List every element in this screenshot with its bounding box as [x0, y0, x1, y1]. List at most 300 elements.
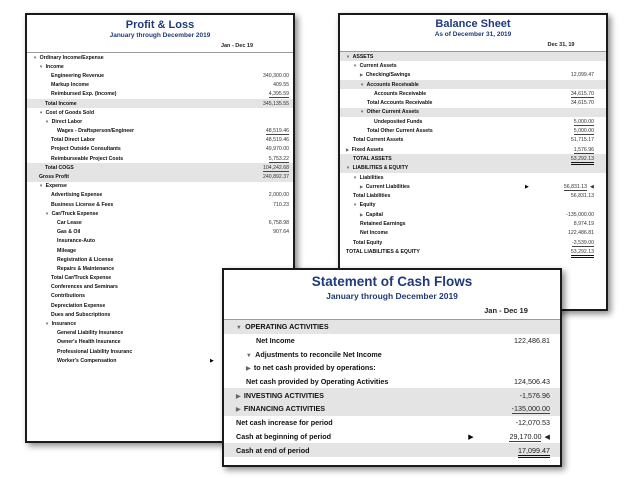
- collapse-triangle-icon[interactable]: ▼: [45, 210, 50, 216]
- row-value-text: -1,576.96: [519, 390, 550, 400]
- report-row[interactable]: [340, 219, 606, 228]
- row-value-text: 5,000.00: [573, 128, 594, 135]
- collapse-triangle-icon[interactable]: ▼: [246, 352, 252, 359]
- row-label: [27, 55, 203, 61]
- report-row[interactable]: [340, 247, 606, 256]
- row-label: [27, 229, 203, 235]
- report-row[interactable]: [340, 126, 606, 135]
- report-row[interactable]: [340, 182, 606, 191]
- row-value-text: 122,486.81: [568, 230, 594, 237]
- row-value-text: -135,000.00: [511, 404, 550, 414]
- collapse-triangle-icon[interactable]: ▼: [360, 109, 365, 115]
- row-label-text: Total COGS: [45, 164, 74, 171]
- collapse-triangle-icon[interactable]: ▼: [346, 53, 351, 59]
- row-label: [27, 330, 203, 336]
- row-label: [27, 349, 203, 355]
- row-label: [340, 202, 518, 208]
- row-value-text: 53,292.13: [571, 156, 594, 165]
- row-value-text: -12,070.53: [515, 418, 550, 428]
- report-row[interactable]: [27, 81, 293, 90]
- row-value-text: 345,135.55: [263, 100, 289, 107]
- report-row[interactable]: [27, 237, 293, 246]
- row-label-text: Equity: [359, 202, 376, 209]
- row-value[interactable]: [221, 91, 293, 97]
- row-value-text: 34,615.70: [570, 90, 594, 97]
- report-row[interactable]: [340, 229, 606, 238]
- collapse-triangle-icon[interactable]: ▼: [33, 54, 38, 60]
- row-label: [27, 321, 203, 327]
- row-label-text: Cost of Goods Sold: [45, 109, 95, 116]
- column-header[interactable]: [224, 306, 560, 320]
- collapse-triangle-icon[interactable]: ▼: [360, 81, 365, 87]
- row-value[interactable]: [221, 128, 293, 134]
- row-value[interactable]: [221, 220, 293, 226]
- report-row[interactable]: [224, 347, 560, 361]
- row-label: [340, 82, 518, 88]
- report-row[interactable]: [27, 163, 293, 172]
- row-label: [27, 73, 203, 79]
- row-label-text: Depreciation Expense: [51, 302, 106, 309]
- row-value-text: 104,242.68: [263, 164, 289, 171]
- row-value-text: 29,170.00: [509, 431, 542, 441]
- row-label-text: Gross Profit: [39, 174, 69, 181]
- row-value-text: 48,519.46: [265, 128, 289, 135]
- collapse-triangle-icon[interactable]: ▼: [45, 321, 50, 327]
- row-label: [27, 101, 203, 107]
- collapse-triangle-icon[interactable]: ▼: [236, 325, 242, 332]
- row-value[interactable]: [221, 101, 293, 107]
- row-value[interactable]: [536, 249, 606, 255]
- row-value[interactable]: [221, 192, 293, 198]
- report-row[interactable]: [340, 173, 606, 182]
- row-label: [340, 240, 518, 246]
- row-label: [340, 193, 518, 199]
- row-label-text: Undeposited Funds: [374, 118, 423, 125]
- report-row[interactable]: [224, 388, 560, 402]
- row-label-text: OPERATING ACTIVITIES: [245, 322, 329, 332]
- row-label: [340, 221, 518, 227]
- report-row[interactable]: [340, 108, 606, 117]
- row-value-text: 12,099.47: [570, 72, 594, 79]
- row-label: [27, 303, 203, 309]
- row-label-text: Mileage: [57, 247, 77, 254]
- row-label-text: Current Liabilities: [365, 183, 410, 190]
- row-value-text: 8,974.19: [573, 220, 594, 227]
- column-header-label: Jan - Dec 19: [484, 306, 528, 315]
- row-label: [340, 212, 518, 218]
- row-label: [27, 174, 203, 180]
- row-label: [27, 128, 203, 134]
- row-value-text: 240,892.37: [263, 174, 289, 181]
- row-value-text: 17,099.47: [518, 446, 550, 458]
- row-value[interactable]: [221, 174, 293, 180]
- row-label: [27, 275, 203, 281]
- row-value-text: 48,519.46: [265, 137, 289, 144]
- report-row[interactable]: [340, 145, 606, 154]
- report-row[interactable]: [27, 154, 293, 163]
- row-label: [340, 91, 518, 97]
- report-row[interactable]: [340, 61, 606, 70]
- report-row[interactable]: [27, 191, 293, 200]
- row-label: [27, 266, 203, 272]
- row-label-text: Professional Liability Insuranc: [57, 348, 133, 355]
- report-row[interactable]: [27, 108, 293, 117]
- row-label: [340, 230, 518, 236]
- row-value[interactable]: [221, 165, 293, 171]
- row-value-text: -3,539.00: [572, 239, 594, 246]
- report-row[interactable]: [27, 117, 293, 126]
- report-rows: [340, 52, 606, 257]
- row-value[interactable]: [221, 202, 293, 208]
- row-label-text: Ordinary Income/Expense: [39, 54, 104, 61]
- row-label-text: Registration & License: [57, 256, 114, 263]
- report-row[interactable]: [27, 209, 293, 218]
- row-label-text: Net cash increase for period: [236, 418, 333, 428]
- row-value[interactable]: [536, 221, 606, 227]
- row-value-text: 5,753.22: [268, 155, 289, 162]
- row-label: [340, 54, 518, 60]
- row-label-text: Net Income: [256, 336, 295, 346]
- row-label-text: Owner's Health Insurance: [57, 339, 121, 346]
- row-label-text: Total Current Assets: [353, 137, 404, 144]
- row-value[interactable]: [221, 137, 293, 143]
- column-header-label: Dec 31, 19: [547, 42, 575, 48]
- row-label: [224, 350, 462, 359]
- row-value-text: 53,292.13: [571, 249, 594, 258]
- row-label: [340, 128, 518, 134]
- collapse-triangle-icon[interactable]: ▼: [353, 174, 358, 180]
- row-value[interactable]: [536, 91, 606, 97]
- row-value-text: 409.55: [273, 82, 289, 89]
- row-label: [340, 109, 518, 115]
- right-arrow-icon: ▶: [210, 357, 214, 364]
- row-label: [27, 358, 203, 364]
- row-label: [224, 418, 462, 427]
- row-label-text: Insurance-Auto: [57, 238, 96, 245]
- expand-triangle-icon[interactable]: ▶: [360, 211, 364, 217]
- row-value-text: 710.23: [273, 201, 289, 208]
- row-label-text: Wages - Draftsperson/Engineer: [57, 128, 135, 135]
- row-value[interactable]: [480, 391, 560, 400]
- row-value[interactable]: [480, 418, 560, 427]
- row-label-text: INVESTING ACTIVITIES: [243, 390, 324, 400]
- right-arrow-icon: ▶: [525, 183, 529, 190]
- report-row[interactable]: [27, 136, 293, 145]
- row-value[interactable]: [221, 146, 293, 152]
- row-label-text: Contributions: [51, 293, 85, 300]
- row-label-text: Conferences and Seminars: [51, 284, 118, 291]
- row-value[interactable]: [480, 377, 560, 386]
- row-label-text: Net Income: [360, 230, 388, 237]
- row-label: [340, 249, 518, 255]
- report-row[interactable]: [340, 210, 606, 219]
- row-value-text: 122,486.81: [514, 336, 550, 346]
- collapse-triangle-icon[interactable]: ▼: [39, 183, 44, 189]
- row-label: [340, 165, 518, 171]
- row-label: [27, 202, 203, 208]
- row-value[interactable]: [536, 156, 606, 162]
- row-value[interactable]: [536, 128, 606, 134]
- row-label: [27, 165, 203, 171]
- row-label-text: Fixed Assets: [351, 146, 384, 153]
- row-label: [340, 72, 518, 78]
- row-value[interactable]: [536, 212, 606, 218]
- row-value[interactable]: [480, 404, 560, 413]
- report-title: Statement of Cash Flows: [311, 274, 473, 289]
- row-label: [224, 322, 462, 331]
- row-value[interactable]: [221, 229, 293, 235]
- row-value-text: 56,831.13: [563, 183, 587, 190]
- report-row[interactable]: [27, 99, 293, 108]
- expand-triangle-icon[interactable]: ▶: [236, 393, 241, 400]
- row-label-text: Total Equity: [353, 239, 383, 246]
- report-row[interactable]: [340, 164, 606, 173]
- row-arrow: [203, 358, 221, 364]
- row-label: [27, 238, 203, 244]
- report-row[interactable]: [340, 80, 606, 89]
- collapse-triangle-icon[interactable]: ▼: [39, 63, 44, 69]
- row-label: [27, 183, 203, 189]
- row-label-text: Retained Earnings: [360, 220, 406, 227]
- right-arrow-icon: ▶: [468, 431, 474, 441]
- row-label-text: Reimburseable Project Costs: [51, 155, 124, 162]
- row-arrow: [518, 184, 536, 190]
- report-row[interactable]: [27, 228, 293, 237]
- report-row[interactable]: [27, 62, 293, 71]
- row-label-text: Checking/Savings: [365, 72, 411, 79]
- report-row[interactable]: [27, 172, 293, 181]
- row-label: [27, 146, 203, 152]
- row-label-text: Business License & Fees: [51, 201, 114, 208]
- report-row[interactable]: [224, 416, 560, 430]
- report-title: Profit & Loss: [125, 19, 195, 31]
- row-label-text: Car/Truck Expense: [51, 210, 99, 217]
- row-label-text: TOTAL LIABILITIES & EQUITY: [346, 248, 420, 255]
- row-label-text: Expense: [45, 183, 67, 190]
- report-subtitle: January through December 2019: [326, 291, 458, 301]
- row-label: [27, 284, 203, 290]
- expand-triangle-icon[interactable]: ▶: [360, 183, 364, 189]
- report-rows: [224, 320, 560, 457]
- row-value[interactable]: [221, 73, 293, 79]
- row-label: [224, 336, 462, 345]
- row-label: [340, 147, 518, 153]
- collapse-triangle-icon[interactable]: ▼: [45, 118, 50, 124]
- report-row[interactable]: [27, 200, 293, 209]
- row-label: [224, 377, 462, 386]
- row-label: [224, 404, 462, 413]
- report-row[interactable]: [340, 52, 606, 61]
- report-row[interactable]: [224, 443, 560, 457]
- row-label-text: to net cash provided by operations:: [253, 363, 376, 373]
- row-label: [340, 156, 518, 162]
- row-label: [27, 91, 203, 97]
- row-label-text: General Liability Insurance: [57, 330, 124, 337]
- row-label-text: Accounts Receivable: [366, 81, 419, 88]
- row-value[interactable]: [536, 184, 606, 190]
- row-label-text: Insurance: [51, 321, 77, 328]
- row-label-text: Total Liabilities: [353, 193, 391, 200]
- row-value[interactable]: [536, 193, 606, 199]
- row-label-text: Capital: [365, 211, 383, 218]
- collapse-triangle-icon[interactable]: ▼: [353, 202, 358, 208]
- row-label-text: Adjustments to reconcile Net Income: [255, 349, 382, 359]
- row-label-text: Total Direct Labor: [51, 137, 96, 144]
- row-label: [27, 64, 203, 70]
- row-label-text: Worker's Compensation: [57, 357, 117, 364]
- row-value[interactable]: [480, 446, 560, 455]
- row-label: [224, 391, 462, 400]
- column-header[interactable]: [340, 42, 606, 52]
- expand-triangle-icon[interactable]: ▶: [360, 72, 364, 78]
- row-label-text: Total Other Current Assets: [367, 128, 433, 135]
- row-value[interactable]: [480, 336, 560, 345]
- row-label: [27, 110, 203, 116]
- row-label-text: Advertising Expense: [51, 192, 103, 199]
- collapse-triangle-icon[interactable]: ▼: [39, 109, 44, 115]
- row-value[interactable]: [536, 147, 606, 153]
- row-value-text: 124,506.43: [514, 377, 550, 387]
- balance-sheet-report: [338, 13, 608, 311]
- row-label-text: Gas & Oil: [57, 229, 81, 236]
- row-value-text: 56,831.13: [570, 193, 594, 200]
- left-marker-icon: ◀: [590, 183, 594, 190]
- row-label-text: Markup Income: [51, 82, 90, 89]
- row-label: [340, 119, 518, 125]
- row-value[interactable]: [480, 432, 560, 441]
- row-label: [340, 184, 518, 190]
- row-label-text: Net cash provided by Operating Activities: [246, 377, 389, 387]
- row-label: [340, 137, 518, 143]
- row-label-text: Direct Labor: [51, 118, 83, 125]
- report-row[interactable]: [27, 127, 293, 136]
- row-label: [27, 211, 203, 217]
- row-value-text: 907.64: [273, 229, 289, 236]
- report-row[interactable]: [340, 201, 606, 210]
- report-row[interactable]: [224, 430, 560, 444]
- row-value[interactable]: [536, 230, 606, 236]
- row-label-text: Car Lease: [57, 219, 82, 226]
- row-label: [340, 100, 518, 106]
- report-row[interactable]: [27, 71, 293, 80]
- report-row[interactable]: [224, 334, 560, 348]
- report-subtitle: As of December 31, 2019: [434, 31, 512, 38]
- row-label-text: Total Accounts Receivable: [367, 100, 433, 107]
- row-label: [27, 192, 203, 198]
- report-row[interactable]: [340, 89, 606, 98]
- row-label-text: Current Assets: [359, 62, 397, 69]
- row-value[interactable]: [536, 240, 606, 246]
- row-label-text: Cash at end of period: [236, 445, 310, 455]
- report-row[interactable]: [340, 238, 606, 247]
- row-value[interactable]: [536, 119, 606, 125]
- row-label: [27, 248, 203, 254]
- row-label-text: Total Car/Truck Expense: [51, 275, 112, 282]
- report-title: Balance Sheet: [435, 18, 511, 30]
- row-label-text: Engineering Revenue: [51, 72, 105, 79]
- row-label: [224, 363, 462, 372]
- report-row[interactable]: [27, 145, 293, 154]
- row-value-text: 2,000.00: [268, 192, 289, 199]
- row-label-text: Other Current Assets: [366, 109, 419, 116]
- report-row[interactable]: [340, 117, 606, 126]
- row-value[interactable]: [536, 72, 606, 78]
- row-value[interactable]: [536, 137, 606, 143]
- row-value-text: 34,615.70: [570, 100, 594, 107]
- column-header[interactable]: [27, 43, 293, 53]
- collapse-triangle-icon[interactable]: ▼: [346, 165, 351, 171]
- row-label: [27, 293, 203, 299]
- row-value[interactable]: [221, 156, 293, 162]
- row-label: [224, 446, 462, 455]
- report-row[interactable]: [340, 191, 606, 200]
- row-value-text: 49,970.00: [265, 146, 289, 153]
- row-label-text: Repairs & Maintenance: [57, 265, 115, 272]
- report-row[interactable]: [224, 375, 560, 389]
- row-label: [27, 119, 203, 125]
- collapse-triangle-icon[interactable]: ▼: [353, 62, 358, 68]
- row-label: [224, 432, 462, 441]
- report-row[interactable]: [224, 361, 560, 375]
- row-label-text: Total Income: [45, 100, 77, 107]
- row-label: [27, 82, 203, 88]
- report-row[interactable]: [27, 53, 293, 62]
- report-row[interactable]: [340, 98, 606, 107]
- report-row[interactable]: [340, 71, 606, 80]
- row-label: [27, 339, 203, 345]
- report-row[interactable]: [340, 154, 606, 163]
- row-label-text: ASSETS: [352, 53, 374, 60]
- expand-triangle-icon[interactable]: ▶: [346, 146, 350, 152]
- expand-triangle-icon[interactable]: ▶: [236, 407, 241, 414]
- row-label: [340, 175, 518, 181]
- row-label-text: Liabilities: [359, 174, 384, 181]
- report-row[interactable]: [27, 182, 293, 191]
- report-row[interactable]: [224, 320, 560, 334]
- row-label: [27, 156, 203, 162]
- row-label-text: Reimbursed Exp. (Income): [51, 91, 117, 98]
- report-subtitle: January through December 2019: [109, 32, 211, 39]
- column-header-label: Jan - Dec 19: [220, 43, 254, 49]
- row-label-text: Dues and Subscriptions: [51, 311, 111, 318]
- expand-triangle-icon[interactable]: ▶: [246, 366, 251, 373]
- report-row[interactable]: [224, 402, 560, 416]
- row-value-text: 51,715.17: [570, 137, 594, 144]
- row-arrow: [462, 432, 480, 441]
- row-value[interactable]: [221, 82, 293, 88]
- row-label-text: Income: [45, 63, 64, 70]
- row-value-text: 5,000.00: [573, 118, 594, 125]
- report-row[interactable]: [27, 255, 293, 264]
- row-label: [27, 257, 203, 263]
- row-value-text: 340,300.00: [263, 72, 289, 79]
- row-label: [27, 137, 203, 143]
- row-value[interactable]: [536, 100, 606, 106]
- report-row[interactable]: [27, 246, 293, 255]
- report-row[interactable]: [27, 90, 293, 99]
- row-label: [27, 312, 203, 318]
- row-value-text: 6,758.98: [268, 219, 289, 226]
- row-label: [340, 63, 518, 69]
- row-label-text: Project Outside Consultants: [51, 146, 121, 153]
- report-row[interactable]: [340, 136, 606, 145]
- row-value-text: 1,576.96: [573, 146, 594, 153]
- row-label-text: TOTAL ASSETS: [353, 155, 392, 162]
- row-label-text: Accounts Receivable: [374, 90, 427, 97]
- row-label-text: Cash at beginning of period: [236, 431, 332, 441]
- row-value-text: 4,395.59: [268, 91, 289, 98]
- report-row[interactable]: [27, 218, 293, 227]
